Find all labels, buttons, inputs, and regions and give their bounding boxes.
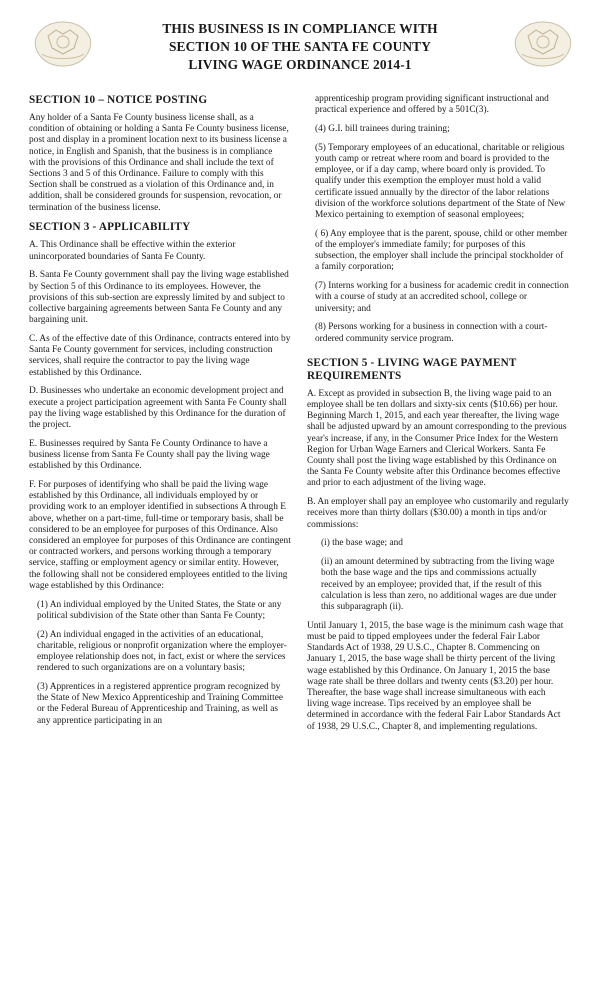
section-5-base-wage: Until January 1, 2015, the base wage is the minimum cash wage that must be paid to tipped employees under the federal Fair Labor Standards Act of 1938, 29 U.S.C., Chapter 8. Commencing on January 1, 2015, the base wage shall be thirty percent of the living wage established by this Ordinance. On January 1, 2015 the base wage rate shall be three dollars and twenty cents ($3.20) per hour. Thereafter, the base wage shall increase simultaneous with each living wage increase. Tips received by an employee shall be determined in accordance with the federal Fair Labor Standards Act of 1938, 29 U.S.C., Chapter 8, and implementing regulations. — [307, 620, 564, 732]
county-seal-left-icon — [28, 18, 98, 70]
exemption-6: ( 6) Any employee that is the parent, spouse, child or other member of the employer's immediate family; for purposes of this subsection, the employer shall include the principal stockholder of a family corporation; — [315, 228, 568, 273]
header-line-1: THIS BUSINESS IS IN COMPLIANCE WITH — [162, 21, 438, 36]
exemption-2: (2) An individual engaged in the activities of an educational, charitable, religious or nonprofit organization where the employer-employee relationship does not, in fact, exist or where the services rendered to such organizations are on a voluntary basis; — [37, 629, 287, 674]
exemption-7: (7) Interns working for a business for academic credit in connection with a course of study at an accredited school, college or university; and — [315, 281, 569, 314]
section-5-b-ii: (ii) an amount determined by subtracting from the living wage both the base wage and the tips and commissions actually received by an employee; provided that, if the result of this calculation is less than zero, no additional wages are due under this subparagraph (ii). — [321, 557, 557, 613]
county-seal-right-icon — [508, 18, 578, 70]
section-5-title: SECTION 5 - LIVING WAGE PAYMENT REQUIREMENTS — [307, 356, 517, 382]
exemption-1: (1) An individual employed by the United States, the State or any political subdivision of the State other than Santa Fe County; — [37, 599, 282, 621]
notice-header — [110, 20, 490, 74]
section-5-b: B. An employer shall pay an employee who customarily and regularly receives more than thirty dollars ($30.00) a month in tips and/or commissions: — [307, 497, 569, 530]
section-3-b: B. Santa Fe County government shall pay the living wage established by Section 5 of this Ordinance to its employees. However, the provisions of this sub-section are expressly limited by and subject to collective bargaining agreements between Santa Fe County and any bargaining unit. — [29, 270, 289, 326]
section-5-a: A. Except as provided in subsection B, the living wage paid to an employee shall be ten dollars and sixty-six cents ($10.66) per hour. Beginning March 1, 2015, and each year thereafter, the living wage shall be adjusted upward by an amount corresponding to the previous year's increase, if any, in the Consumer Price Index for the Western Region for Urban Wage Earners and Clerical Workers. Santa Fe County shall post the living wage established by this Ordinance on the Santa Fe County website after this Ordinance becomes effective and prior to each adjustment of the living wage. — [307, 388, 567, 489]
section-10-title: SECTION 10 – NOTICE POSTING — [29, 94, 208, 106]
exemption-5: (5) Temporary employees of an educational, charitable or religious youth camp or retreat where room and board is provided to the employee, or if a day camp, where board only is provided. To qualify under this exemption the employer must hold a valid certificate issued annually by the director of the labor relations division of the workforce solutions department of the State of New Mexico pertaining to exemption of seasonal employees; — [315, 142, 566, 221]
left-column — [29, 94, 291, 734]
header-line-2: SECTION 10 OF THE SANTA FE COUNTY — [169, 39, 431, 54]
header-line-3: LIVING WAGE ORDINANCE 2014-1 — [188, 57, 412, 72]
section-10-paragraph: Any holder of a Santa Fe County business license shall, as a condition of obtaining or holding a Santa Fe County business license, post and display in a prominent location next to its business license a notice, in English and Spanish, that the business is in compliance with the provisions of this Ordinance and shall include the text of Sections 3 and 5 of this Ordinance. Failure to comply with this Section shall be construed as a violation of this Ordinance and, in addition, shall be considered grounds for suspension, revocation, or termination of the business license. — [29, 113, 289, 213]
section-3-a: A. This Ordinance shall be effective within the exterior unincorporated boundaries of Santa Fe County. — [29, 240, 236, 262]
section-5-b-i: (i) the base wage; and — [321, 538, 403, 549]
section-3-e: E. Businesses required by Santa Fe County Ordinance to have a business license from Santa Fe County shall pay the living wage established by this Ordinance. — [29, 438, 270, 472]
exemption-8: (8) Persons working for a business in connection with a court-ordered community service program. — [315, 322, 548, 344]
section-3-title: SECTION 3 - APPLICABILITY — [29, 221, 191, 234]
right-column — [307, 94, 569, 740]
exemption-3-continued: apprenticeship program providing significant instructional and practical experience and offered by a 501C(3). — [315, 94, 549, 116]
section-3-f: F. For purposes of identifying who shall be paid the living wage established by this Ordinance, all individuals employed by or providing work to an employer identified in subsections A through E above, whether on a part-time, full-time or temporary basis, shall be considered to be an employee for purposes of this Ordinance. Also considered an employee for purposes of this Ordinance are contingent or contracted workers, and persons working through a temporary service, staffing or employment agency or similar entity. However, the following shall not be considered employees entitled to the living wage established by this Ordinance: — [29, 480, 291, 591]
section-3-c: C. As of the effective date of this Ordinance, contracts entered into by Santa Fe County government for services, including construction services, shall require the contractor to pay the living wage established by this Ordinance. — [29, 334, 291, 378]
exemption-4: (4) G.I. bill trainees during training; — [315, 124, 450, 134]
section-3-d: D. Businesses who undertake an economic development project and execute a project participation agreement with Santa Fe County shall pay the living wage established by this Ordinance for the duration of the project. — [29, 386, 287, 431]
exemption-3: (3) Apprentices in a registered apprentice program recognized by the State of New Mexico Apprenticeship and Training Committee or the Federal Bureau of Apprenticeship and Training, as well as any apprentice participating in an — [37, 682, 284, 726]
